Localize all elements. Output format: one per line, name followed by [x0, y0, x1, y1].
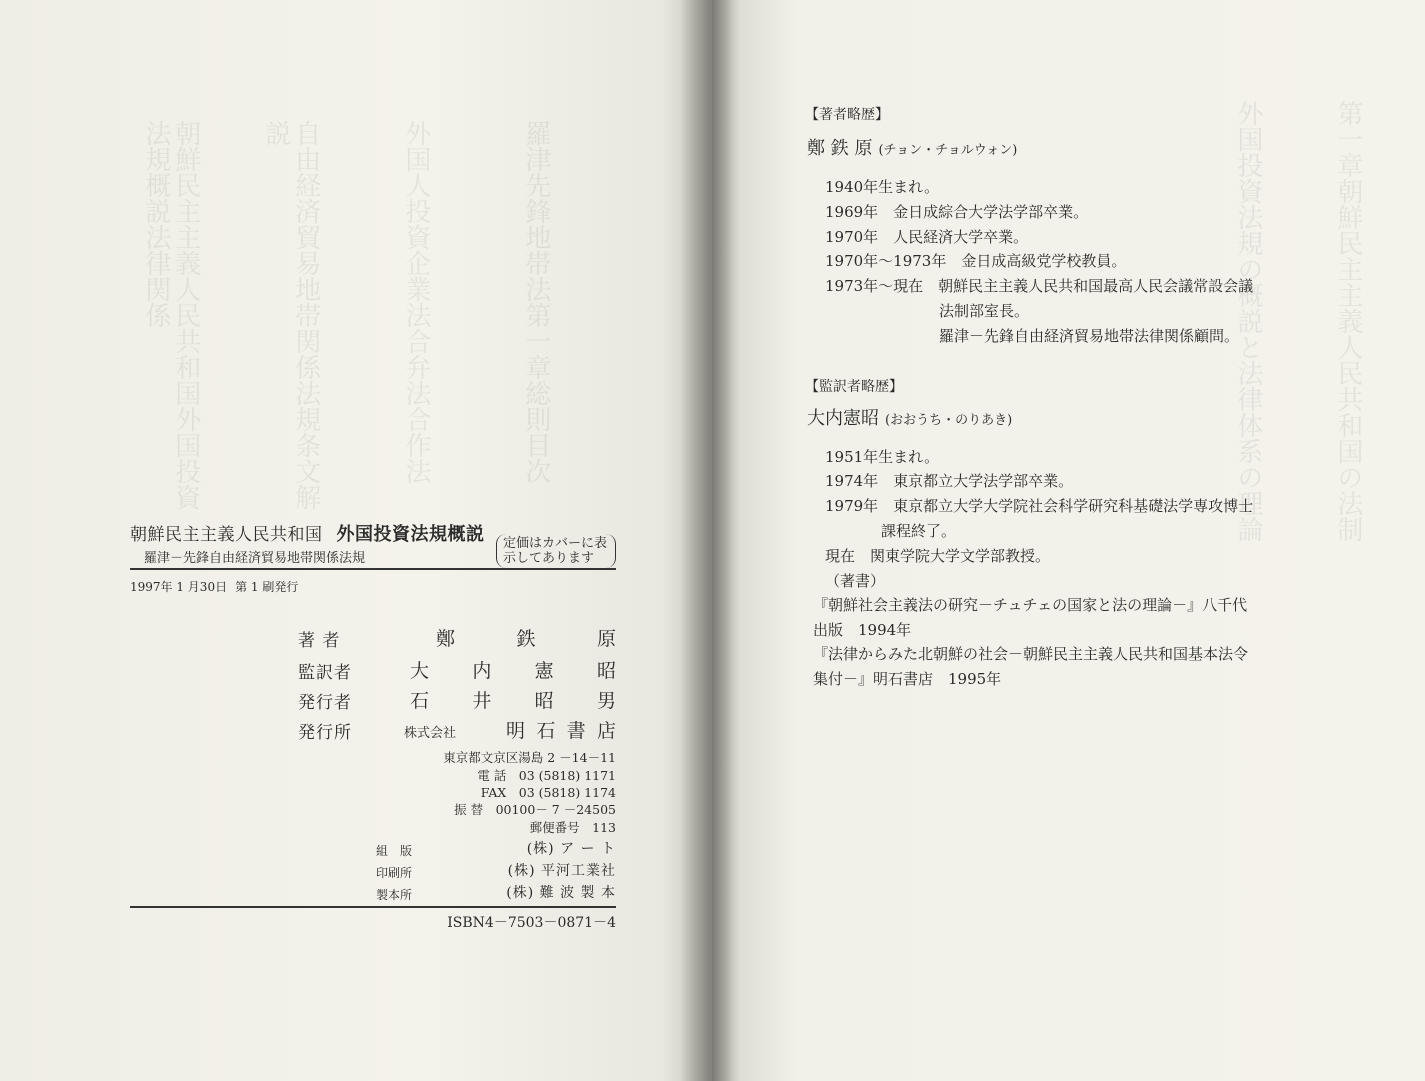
book-title: 朝鮮民主主義人民共和国 外国投資法規概説: [130, 524, 485, 545]
isbn: ISBN4－7503－0871－4: [447, 915, 616, 931]
role-publisher: 発行所: [298, 723, 352, 743]
bio-line: 『朝鮮社会主義法の研究－チュチェの国家と法の理論－』八千代: [813, 596, 1248, 614]
bio-line: 現在 関東学院大学文学部教授。: [825, 547, 1051, 565]
role-translator: 監訳者: [298, 663, 352, 683]
publication-date: 1997年 1 月30日 第 1 刷発行: [130, 580, 299, 594]
bio-line: 1970年 人民経済大学卒業。: [825, 228, 1029, 246]
author-heading: 【著者略歴】: [805, 107, 889, 123]
bio-line: 1951年生まれ。: [825, 448, 940, 466]
publisher-address: 東京都文京区湯島 2 －14－11: [443, 750, 616, 765]
right-page: [712, 0, 1425, 1081]
bleed-through-text: 羅津先鋒地帯法第一章総則目次: [520, 120, 551, 484]
credit-value: (株) ア ー ト: [526, 841, 616, 857]
bio-line: 1979年 東京都立大学大学院社会科学研究科基礎法学専攻博士: [825, 497, 1254, 515]
credit-value: (株) 平河工業社: [507, 863, 616, 879]
bleed-through-text: 外国投資法規の概説と法律体系の理論: [1232, 100, 1263, 542]
bio-line: 法制部室長。: [939, 302, 1030, 320]
role-publisher-person: 発行者: [298, 693, 352, 713]
bio-line: 『法律からみた北朝鮮の社会－朝鮮民主主義人民共和国基本法令: [813, 645, 1249, 663]
bio-line: 1940年生まれ。: [825, 178, 940, 196]
credit-role: 製本所: [376, 888, 413, 902]
name-translator: 大 内 憲 昭: [410, 660, 616, 682]
rule: [130, 906, 616, 908]
name-author: 鄭 鉄 原: [436, 628, 616, 650]
bio-line: 羅津－先鋒自由経済貿易地帯法律関係顧問。: [939, 327, 1240, 345]
bio-line: 集付－』明石書店 1995年: [813, 670, 1002, 688]
bio-line: 課程終了。: [881, 522, 957, 540]
bleed-through-text: 自由経済貿易地帯関係法規条文解説: [260, 120, 321, 510]
publisher-fax: FAX 03 (5818) 1174: [480, 785, 616, 800]
bleed-through-text: 第一章朝鮮民主主義人民共和国の法制: [1332, 100, 1363, 542]
book-gutter: [680, 0, 740, 1081]
publisher-phone: 電 話 03 (5818) 1171: [477, 768, 616, 783]
bleed-through-text: 外国人投資企業法合弁法合作法: [400, 120, 431, 484]
role-author: 著 者: [298, 631, 341, 651]
bio-line: 1974年 東京都立大学法学部卒業。: [825, 472, 1074, 490]
price-note: 定価はカバーに表 示してあります: [496, 534, 616, 568]
translator-heading: 【監訳者略歴】: [805, 379, 903, 395]
bio-line: 出版 1994年: [813, 621, 912, 639]
translator-name: 大内憲昭 (おおうち・のりあき): [807, 408, 1013, 429]
credit-role: 印刷所: [376, 866, 413, 880]
bio-line: 1970年～1973年 金日成高級党学校教員。: [825, 252, 1127, 270]
publisher-postal: 郵便番号 113: [529, 820, 616, 835]
name-publisher-person: 石 井 昭 男: [410, 690, 616, 712]
bio-line: 1973年～現在 朝鮮民主主義人民共和国最高人民会議常設会議: [825, 277, 1254, 295]
bio-line: 1969年 金日成綜合大学法学部卒業。: [825, 203, 1089, 221]
company-prefix: 株式会社: [404, 726, 457, 741]
publisher-furikae: 振 替 00100－ 7 －24505: [454, 802, 616, 817]
author-name: 鄭 鉄 原 (チョン・チョルウォン): [807, 138, 1018, 159]
bio-line: （著書）: [825, 572, 886, 590]
publisher-name: 明 石 書 店: [506, 720, 616, 742]
bleed-through-text: 朝鮮民主主義人民共和国外国投資法規概説法律関係: [140, 120, 201, 510]
credit-value: (株) 難 波 製 本: [506, 885, 616, 901]
rule: [130, 568, 616, 570]
left-page: [0, 0, 712, 1081]
book-subtitle: 羅津－先鋒自由経済貿易地帯関係法規: [144, 551, 366, 566]
credit-role: 組 版: [376, 844, 413, 858]
